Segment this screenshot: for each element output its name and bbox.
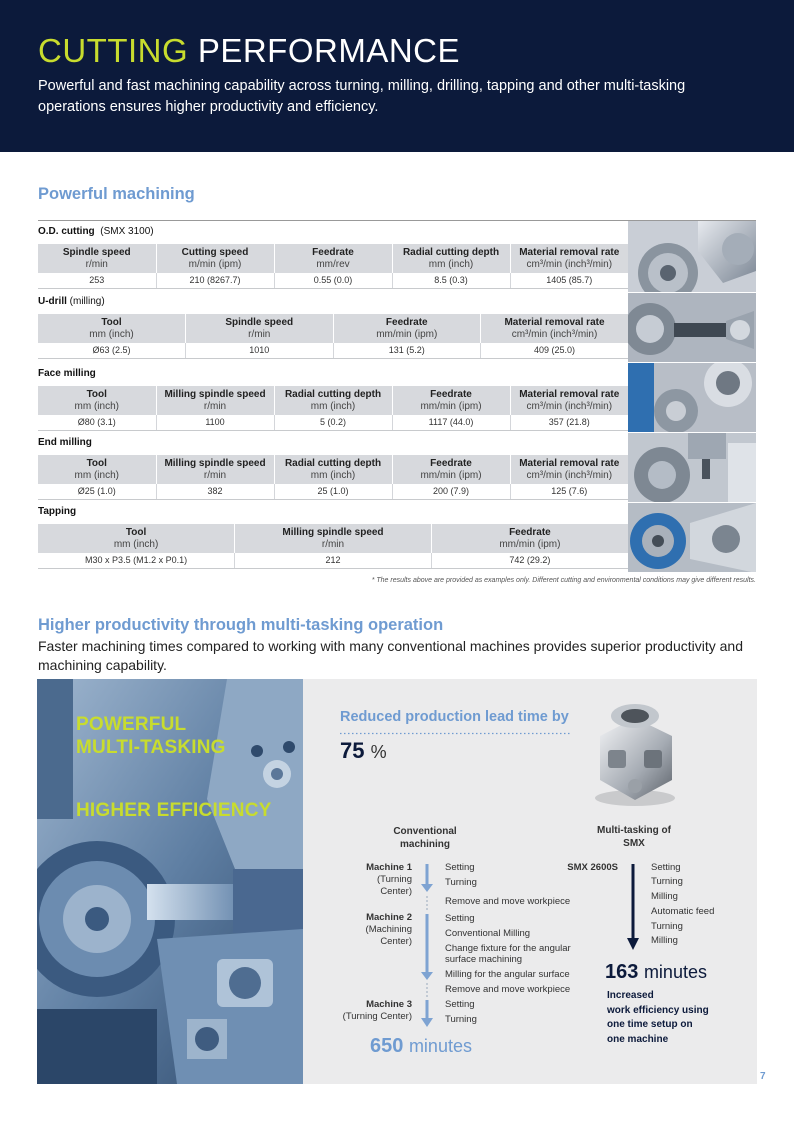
tapping-title: Tapping [38,506,77,517]
smx-note-line: Increased [607,990,654,1001]
table-header-row [38,244,628,273]
table-cell: 409 (25.0) [481,343,629,358]
smx-header [580,824,688,850]
dotted-divider [340,732,570,735]
header-banner [0,0,794,152]
table-header: Radial cutting depth mm (inch) [274,455,392,484]
table-header: Spindle speed r/min [38,244,156,273]
table-header: Feedrate mm/min (ipm) [431,524,628,553]
table-header: Feedrate mm/rev [274,244,392,273]
end-milling-title: End milling [38,437,92,448]
table-cell: 212 [235,553,432,568]
reduced-percentage-value: 75 [340,738,365,763]
machine-1-sub1: (Turning [376,874,412,885]
od-cutting-photo [628,221,756,293]
table-header: Material removal rate cm³/min (inch³/min) [510,244,628,273]
od-cutting-table [38,244,628,289]
smx-note [607,989,747,1047]
table-row [38,415,628,430]
machine-2-sub1: (Machining [365,924,412,935]
table-cell: 125 (7.6) [510,484,628,499]
smx-total-value: 163 [605,961,639,983]
table-cell: 1405 (85.7) [510,273,628,288]
table-header: Milling spindle speed r/min [156,386,274,415]
smx-header-line1: Multi-tasking of [597,825,671,836]
table-row [38,343,628,358]
section-title-powerful-machining: Powerful machining [38,185,195,203]
face-milling-photo [628,363,756,433]
machine-1-name: Machine 1 [366,862,412,873]
table-header: Material removal rate cm³/min (inch³/min) [510,455,628,484]
od-cutting-sublabel: (SMX 3100) [100,226,154,237]
machine-1-sub2: Center) [380,886,412,897]
conv-step: Setting [445,862,475,873]
table-cell: 742 (29.2) [431,553,628,568]
overlay-multi-tasking: MULTI-TASKING [76,737,226,758]
table-header: Tool mm (inch) [38,314,186,343]
face-milling-label [38,368,96,379]
conventional-total-unit: minutes [408,1036,472,1056]
conventional-header-line2: machining [399,839,450,850]
od-cutting-title: O.D. cutting [38,226,95,237]
conv-step: Conventional Milling [445,928,531,939]
table-header: Cutting speed m/min (ipm) [156,244,274,273]
tapping-table [38,524,628,569]
table-cell: 25 (1.0) [274,484,392,499]
overlay-higher-efficiency: HIGHER EFFICIENCY [76,800,272,821]
table-cell: 200 (7.9) [392,484,510,499]
u-drill-photo [628,293,756,363]
conventional-total-value: 650 [370,1035,404,1057]
footnote: * The results above are provided as examples only. Different cutting and environmental conditions may give different results. [371,577,756,584]
conv-step: Setting [445,999,475,1010]
conv-step: Turning [445,877,477,888]
table-cell: Ø80 (3.1) [38,415,156,430]
table-header: Radial cutting depth mm (inch) [392,244,510,273]
table-header: Milling spindle speed r/min [156,455,274,484]
table-cell: 8.5 (0.3) [392,273,510,288]
table-cell: 357 (21.8) [510,415,628,430]
end-milling-label [38,437,92,448]
smx-header-line2: SMX [623,838,645,849]
conv-step: Turning [445,1014,477,1025]
machine-3-sub1: (Turning Center) [342,1011,412,1022]
table-cell: 1010 [186,343,334,358]
overlay-powerful: POWERFUL [76,714,187,735]
face-milling-table [38,386,628,431]
table-cell: 0.55 (0.0) [274,273,392,288]
workpiece-illustration [580,694,690,810]
smx-step: Turning [651,876,683,887]
table-cell: M30 x P3.5 (M1.2 x P0.1) [38,553,235,568]
od-cutting-label [38,226,154,237]
table-row [38,484,628,499]
smx-total-unit: minutes [643,962,707,982]
conventional-total [370,1035,472,1058]
machine-1-label [330,862,412,898]
conventional-header-line1: Conventional [393,826,457,837]
conv-step: Setting [445,913,475,924]
smx-flow-arrow [625,862,641,954]
page-title-rest: PERFORMANCE [188,32,461,69]
smx-note-line: one time setup on [607,1019,693,1030]
u-drill-label [38,296,105,307]
smx-machine-name: SMX 2600S [567,862,618,873]
smx-total [605,961,707,984]
conv-step: Remove and move workpiece [445,984,571,995]
smx-note-line: one machine [607,1033,669,1045]
table-header: Feedrate mm/min (ipm) [392,386,510,415]
conv-step: Remove and move workpiece [445,896,571,907]
table-header: Tool mm (inch) [38,524,235,553]
section-description-multi-tasking: Faster machining times compared to working with many conventional machines provides superior productivity and machining capability. [38,638,743,673]
machine-2-label [330,912,412,948]
machine-3-name: Machine 3 [366,999,412,1010]
page-title-accent: CUTTING [38,32,189,69]
table-header: Material removal rate cm³/min (inch³/min) [510,386,628,415]
smx-step: Turning [651,921,683,932]
conventional-header [368,825,482,851]
table-header: Tool mm (inch) [38,455,156,484]
table-header: Tool mm (inch) [38,386,156,415]
u-drill-table [38,314,628,359]
table-cell: 131 (5.2) [333,343,481,358]
machine-3-label [330,999,412,1023]
table-cell: Ø25 (1.0) [38,484,156,499]
end-milling-photo [628,433,756,503]
conv-step: Change fixture for the angular [445,943,571,954]
table-header: Feedrate mm/min (ipm) [392,455,510,484]
smx-machine-label [560,862,618,874]
machine-2-sub2: Center) [380,936,412,947]
reduced-percentage-unit: % [370,742,387,762]
table-header-row [38,386,628,415]
face-milling-title: Face milling [38,368,96,379]
u-drill-title: U-drill [38,296,67,307]
conv-step: surface machining [445,954,523,965]
reduced-percentage [340,738,387,764]
conventional-flow-arrows [419,862,435,1032]
page-title [38,32,460,70]
table-header-row [38,524,628,553]
machine-2-name: Machine 2 [366,912,412,923]
reduced-lead-time-title: Reduced production lead time by [340,709,569,725]
header-description: Powerful and fast machining capability across turning, milling, drilling, tapping and other multi-tasking operations ensures higher productivity and efficiency. [38,78,686,115]
table-header: Radial cutting depth mm (inch) [274,386,392,415]
smx-note-line: work efficiency using [607,1004,709,1016]
table-row [38,273,628,288]
tapping-photo [628,503,756,573]
table-header-row [38,455,628,484]
end-milling-table [38,455,628,500]
conv-step: Milling for the angular surface [445,969,570,980]
table-cell: Ø63 (2.5) [38,343,186,358]
u-drill-sublabel: (milling) [69,296,105,307]
tapping-label [38,506,76,517]
table-header: Milling spindle speed r/min [235,524,432,553]
page-number: 7 [760,1071,766,1082]
table-row [38,553,628,568]
table-cell: 1100 [156,415,274,430]
table-cell: 253 [38,273,156,288]
table-header: Material removal rate cm³/min (inch³/min) [481,314,629,343]
table-cell: 1117 (44.0) [392,415,510,430]
table-cell: 382 [156,484,274,499]
smx-step: Automatic feed [651,906,715,917]
table-header-row [38,314,628,343]
table-cell: 5 (0.2) [274,415,392,430]
smx-step: Milling [651,891,678,902]
table-header: Feedrate mm/min (ipm) [333,314,481,343]
table-header: Spindle speed r/min [186,314,334,343]
section-title-multi-tasking: Higher productivity through multi-tasking operation [38,616,444,634]
smx-step: Milling [651,935,678,946]
smx-step: Setting [651,862,681,873]
table-cell: 210 (8267.7) [156,273,274,288]
